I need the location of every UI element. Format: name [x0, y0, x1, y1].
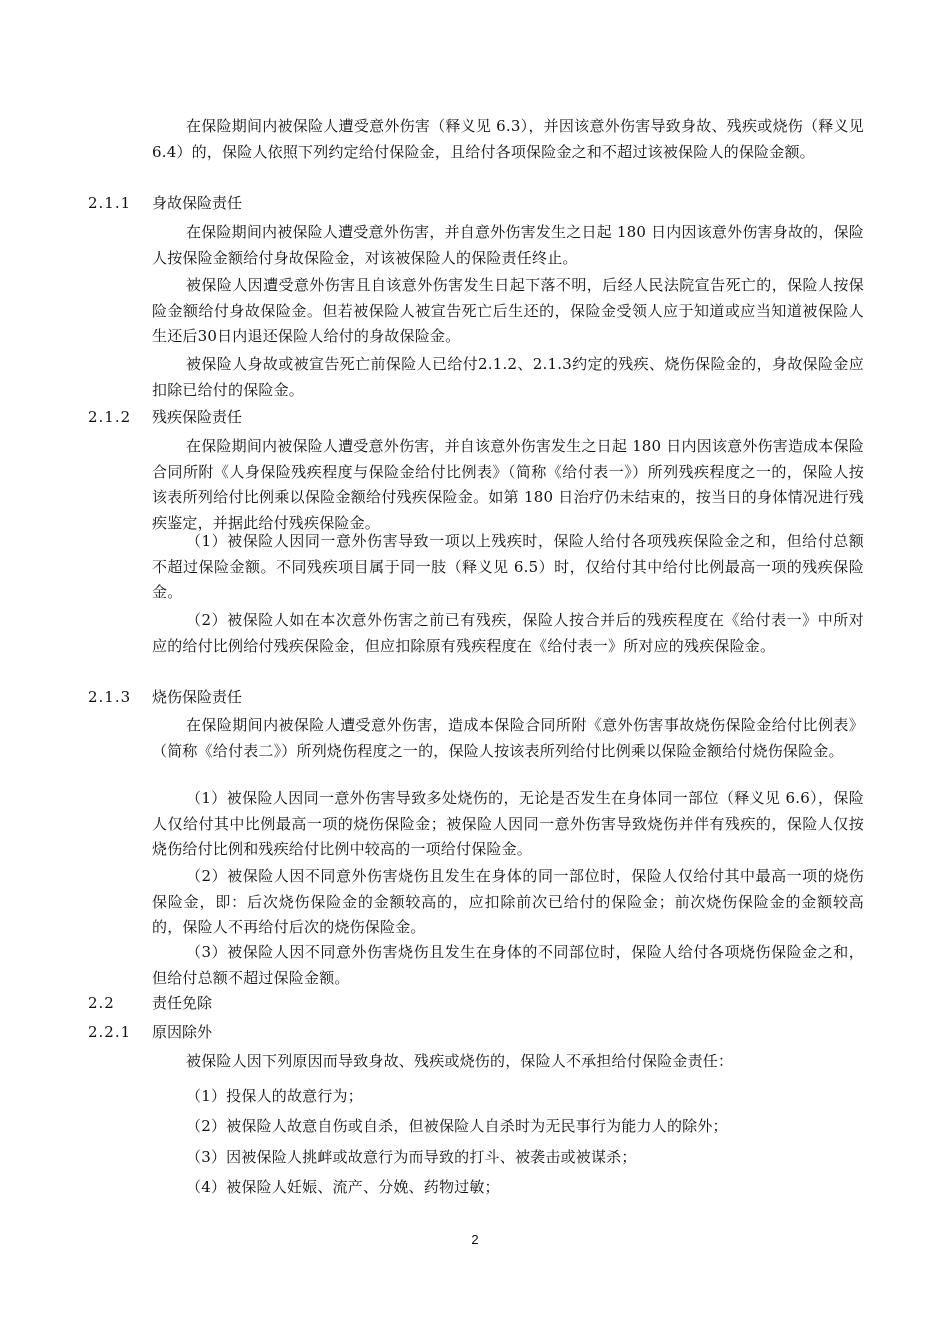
section-number: 2.1.2 — [88, 408, 132, 426]
paragraph: （1）被保险人因同一意外伤害导致一项以上残疾时，保险人给付各项残疾保险金之和，但给付总额不超过保险金额。不同残疾项目属于同一肢（释义见 6.5）时，仅给付其中给付比例最高一项的残疾保险金。 — [152, 532, 864, 601]
paragraph: 被保险人因下列原因而导致身故、残疾或烧伤的，保险人不承担给付保险金责任： — [186, 1052, 734, 1070]
exclusion-item: （4）被保险人妊娠、流产、分娩、药物过敏； — [186, 1178, 500, 1196]
section-number: 2.2.1 — [88, 1023, 132, 1041]
section-number: 2.1.3 — [88, 688, 132, 706]
exclusion-item: （2）被保险人故意自伤或自杀，但被保险人自杀时为无民事行为能力人的除外； — [186, 1117, 728, 1135]
paragraph: 被保险人因遭受意外伤害且自该意外伤害发生日起下落不明，后经人民法院宣告死亡的，保险人按保险金额给付身故保险金。但若被保险人被宣告死亡后生还的，保险金受领人应于知道或应当知道被保险人生还后30日内退还保险人给付的身故保险金。 — [152, 276, 864, 345]
section-title: 烧伤保险责任 — [152, 688, 243, 706]
section-title: 残疾保险责任 — [152, 408, 243, 426]
paragraph: （1）被保险人因同一意外伤害导致多处烧伤的，无论是否发生在身体同一部位（释义见 6.6），保险人仅给付其中比例最高一项的烧伤保险金；被保险人因同一意外伤害导致烧伤并伴有残疾的，保险人仅按烧伤给付比例和残疾给付比例中较高的一项给付保险金。 — [152, 789, 864, 858]
exclusion-item: （1）投保人的故意行为； — [186, 1087, 363, 1105]
exclusion-item: （3）因被保险人挑衅或故意行为而导致的打斗、被袭击或被谋杀； — [186, 1148, 637, 1166]
section-title: 原因除外 — [152, 1023, 213, 1041]
paragraph: （3）被保险人因不同意外伤害烧伤且发生在身体的不同部位时，保险人给付各项烧伤保险金之和，但给付总额不超过保险金额。 — [152, 943, 864, 987]
section-heading-2-1-1 — [88, 191, 242, 217]
section-number: 2.1.1 — [88, 194, 132, 212]
paragraph: 在保险期间内被保险人遭受意外伤害，并自意外伤害发生之日起 180 日内因该意外伤害身故的，保险人按保险金额给付身故保险金，对该被保险人的保险责任终止。 — [152, 223, 864, 267]
paragraph: （2）被保险人如在本次意外伤害之前已有残疾，保险人按合并后的残疾程度在《给付表一》中所对应的给付比例给付残疾保险金，但应扣除原有残疾程度在《给付表一》所对应的残疾保险金。 — [152, 611, 864, 655]
page-number: 2 — [471, 1232, 479, 1247]
section-number: 2.2 — [88, 994, 115, 1012]
section-title: 身故保险责任 — [152, 194, 243, 212]
paragraph: 被保险人身故或被宣告死亡前保险人已给付2.1.2、2.1.3约定的残疾、烧伤保险金的，身故保险金应扣除已给付的保险金。 — [152, 355, 864, 399]
paragraph: 在保险期间内被保险人遭受意外伤害，造成本保险合同所附《意外伤害事故烧伤保险金给付比例表》（简称《给付表二》）所列烧伤程度之一的，保险人按该表所列给付比例乘以保险金额给付烧伤保险金。 — [152, 716, 864, 760]
section-heading-2-2-1 — [88, 1020, 212, 1046]
section-heading-2-2 — [88, 991, 212, 1017]
intro-paragraph: 在保险期间内被保险人遭受意外伤害（释义见 6.3），并因该意外伤害导致身故、残疾或烧伤（释义见 6.4）的，保险人依照下列约定给付保险金，且给付各项保险金之和不超过该被保险人的保险金额。 — [152, 117, 864, 161]
section-heading-2-1-2 — [88, 405, 242, 431]
section-title: 责任免除 — [152, 994, 213, 1012]
paragraph: （2）被保险人因不同意外伤害烧伤且发生在身体的同一部位时，保险人仅给付其中最高一项的烧伤保险金，即：后次烧伤保险金的金额较高的，应扣除前次已给付的保险金；前次烧伤保险金的金额较高的，保险人不再给付后次的烧伤保险金。 — [152, 867, 864, 936]
section-heading-2-1-3 — [88, 685, 242, 711]
paragraph: 在保险期间内被保险人遭受意外伤害，并自该意外伤害发生之日起 180 日内因该意外伤害造成本保险合同所附《人身保险残疾程度与保险金给付比例表》（简称《给付表一》）所列残疾程度之一的，保险人按该表所列给付比例乘以保险金额给付残疾保险金。如第 180 日治疗仍未结束的，按当日的身体情况进行残疾鉴定，并据此给付残疾保险金。 — [152, 437, 864, 532]
